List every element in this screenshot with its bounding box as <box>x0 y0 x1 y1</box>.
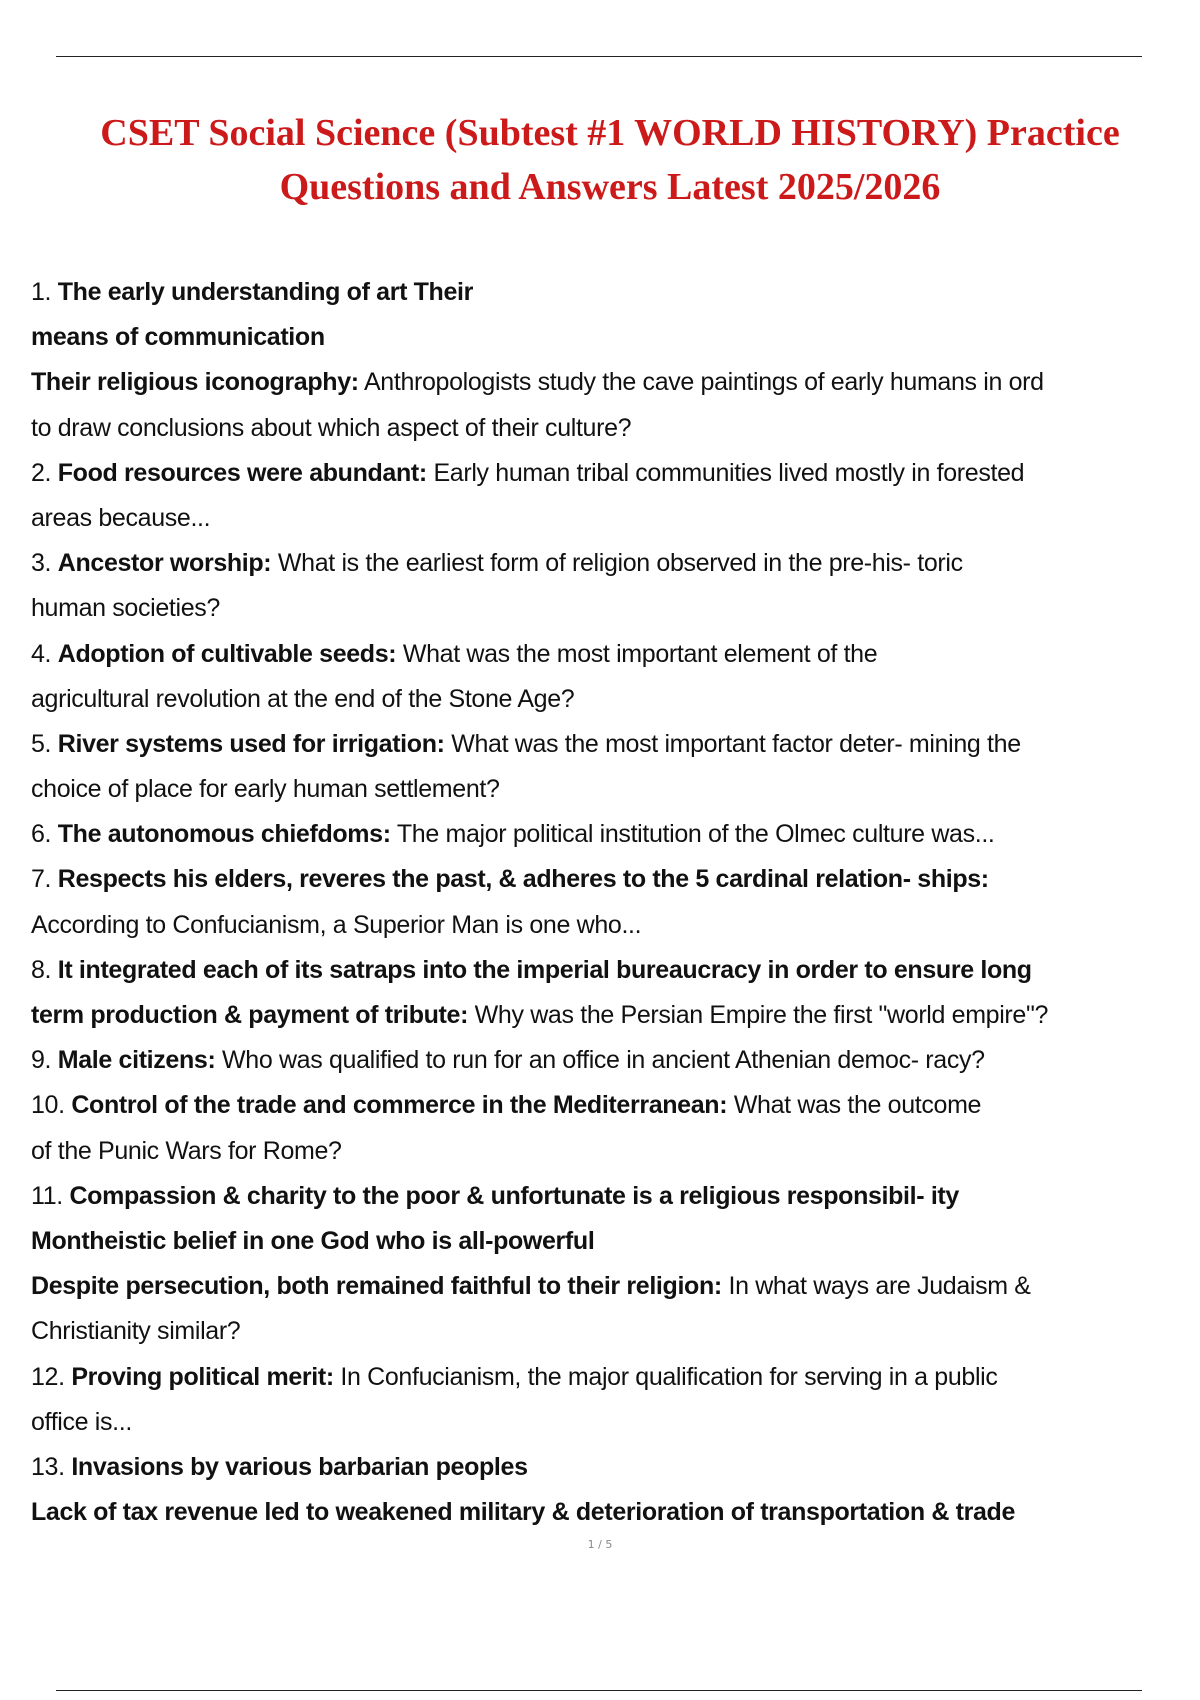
list-item-10-line-1 <box>31 1083 1196 1128</box>
answer-text: The autonomous chiefdoms: <box>57 820 391 849</box>
question-text: office is... <box>31 1407 132 1436</box>
list-item-11-line-2 <box>31 1219 1196 1264</box>
question-text: Early human tribal communities lived mostly in forested <box>433 458 1025 487</box>
answer-text: The early understanding of art Their <box>57 278 474 306</box>
item-number: 1. <box>31 278 52 306</box>
question-text: What was the most important factor deter- mining the <box>451 729 1021 758</box>
question-text: Who was qualified to run for an office in ancient Athenian democ- racy? <box>222 1046 985 1075</box>
answer-text: It integrated each of its satraps into the imperial bureaucracy in order to ensure long <box>57 955 1032 984</box>
question-text: of the Punic Wars for Rome? <box>31 1136 342 1165</box>
answer-text: Invasions by various barbarian peoples <box>71 1452 528 1481</box>
top-divider <box>56 56 1142 57</box>
list-item-11-line-3 <box>31 1264 1196 1309</box>
question-text: The major political institution of the Olmec culture was... <box>396 820 995 849</box>
answer-text: means of communication <box>31 323 325 352</box>
question-text: to draw conclusions about which aspect of their culture? <box>31 413 632 442</box>
answer-text: Respects his elders, reveres the past, & adheres to the 5 cardinal relation- ships: <box>57 865 989 894</box>
bottom-divider <box>56 1690 1142 1691</box>
item-number: 9. <box>31 1046 52 1075</box>
question-text: areas because... <box>31 503 211 532</box>
answer-text: Adoption of cultivable seeds: <box>57 639 397 668</box>
list-item-13-line-1 <box>31 1445 1196 1490</box>
list-item-2-line-2 <box>31 496 1196 541</box>
list-item-4-line-2 <box>31 677 1196 722</box>
list-item-3-line-2 <box>31 586 1196 631</box>
item-number: 2. <box>31 458 52 487</box>
list-item-3-line-1 <box>31 541 1196 586</box>
item-number: 11. <box>31 1181 63 1210</box>
list-item-2-line-1 <box>31 451 1196 496</box>
page-indicator: 1 / 5 <box>587 1538 613 1551</box>
list-item-5-line-1 <box>31 722 1196 767</box>
list-item-7-line-1 <box>31 857 1196 902</box>
answer-text: Male citizens: <box>57 1046 216 1075</box>
question-text: agricultural revolution at the end of the Stone Age? <box>31 684 575 713</box>
question-text: Anthropologists study the cave paintings of early humans in ord <box>363 368 1044 397</box>
answer-text: Food resources were abundant: <box>57 458 427 487</box>
answer-text: Despite persecution, both remained faithful to their religion: <box>31 1272 722 1301</box>
list-item-1-line-2 <box>31 315 1196 360</box>
question-text: choice of place for early human settlement? <box>31 775 500 804</box>
question-text: In Confucianism, the major qualification for serving in a public <box>340 1362 998 1391</box>
list-item-11-line-4 <box>31 1309 1196 1354</box>
list-item-7-line-2 <box>31 903 1196 948</box>
item-number: 5. <box>31 729 52 758</box>
question-text: What was the most important element of the <box>402 639 878 668</box>
document-title: CSET Social Science (Subtest #1 WORLD HISTORY) Practice Questions and Answers Latest 2025/2026 <box>100 112 1120 208</box>
list-item-6-line-1 <box>31 812 1196 857</box>
list-item-13-line-2 <box>31 1490 1196 1535</box>
item-number: 6. <box>31 820 52 849</box>
list-item-8-line-1 <box>31 948 1196 993</box>
list-item-12-line-1 <box>31 1355 1196 1400</box>
list-item-1-line-4 <box>31 406 1196 451</box>
list-item-11-line-1 <box>31 1174 1196 1219</box>
list-item-5-line-2 <box>31 767 1196 812</box>
answer-text: Ancestor worship: <box>57 549 272 578</box>
list-item-10-line-2 <box>31 1129 1196 1174</box>
item-number: 10. <box>31 1091 65 1120</box>
question-text: According to Confucianism, a Superior Man is one who... <box>31 910 642 939</box>
answer-text: Compassion & charity to the poor & unfortunate is a religious responsibil- ity <box>69 1181 959 1210</box>
answer-text: Proving political merit: <box>71 1362 334 1391</box>
list-item-1-line-1 <box>31 270 1196 315</box>
answer-text: Lack of tax revenue led to weakened military & deterioration of transportation & trade <box>31 1498 1016 1527</box>
answer-text: River systems used for irrigation: <box>57 729 445 758</box>
answer-text: term production & payment of tribute: <box>31 1001 469 1029</box>
question-text: What was the outcome <box>733 1091 982 1120</box>
list-item-1-line-3 <box>31 360 1196 405</box>
item-number: 8. <box>31 955 52 984</box>
question-text: Christianity similar? <box>31 1317 241 1346</box>
item-number: 3. <box>31 549 52 578</box>
list-item-12-line-2 <box>31 1400 1196 1445</box>
question-text: What is the earliest form of religion observed in the pre-his- toric <box>277 549 963 578</box>
answer-text: Their religious iconography: <box>31 368 359 397</box>
item-number: 4. <box>31 639 52 668</box>
question-text: Why was the Persian Empire the first "world empire"? <box>474 1001 1049 1029</box>
list-item-4-line-1 <box>31 632 1196 677</box>
item-number: 13. <box>31 1452 65 1481</box>
question-text: human societies? <box>31 594 220 623</box>
item-number: 7. <box>31 865 52 894</box>
item-number: 12. <box>31 1362 65 1391</box>
answer-text: Montheistic belief in one God who is all-powerful <box>31 1226 595 1255</box>
qa-list <box>31 270 1196 1535</box>
answer-text: Control of the trade and commerce in the Mediterranean: <box>71 1091 728 1120</box>
list-item-8-line-2 <box>31 993 1196 1038</box>
list-item-9-line-1 <box>31 1038 1196 1083</box>
question-text: In what ways are Judaism & <box>728 1272 1031 1301</box>
